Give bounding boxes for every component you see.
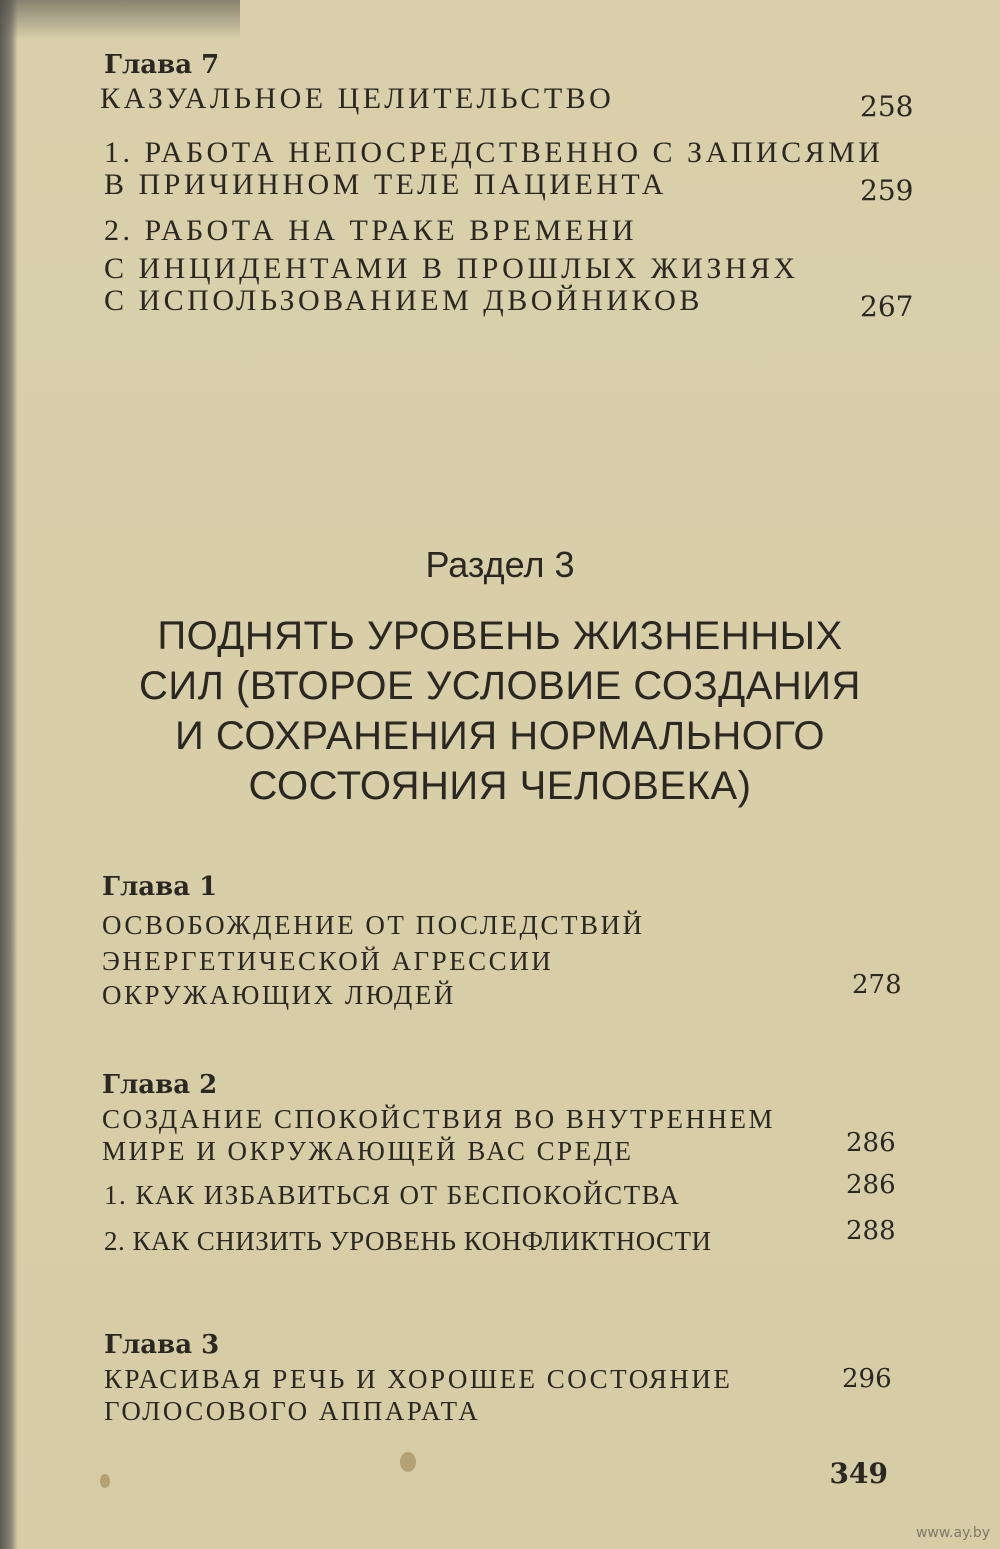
section-title-line-3: И СОХРАНЕНИЯ НОРМАЛЬНОГО [175,714,825,758]
chapter-1-line-3: ОКРУЖАЮЩИХ ЛЮДЕЙ [102,980,456,1010]
section-number: Раздел 3 [425,544,575,585]
chapter-2-line-2: МИРЕ И ОКРУЖАЮЩЕЙ ВАС СРЕДЕ [102,1136,634,1166]
section-title-line-2: СИЛ (ВТОРОЕ УСЛОВИЕ СОЗДАНИЯ [139,664,861,708]
chapter-2-line-1: СОЗДАНИЕ СПОКОЙСТВИЯ ВО ВНУТРЕННЕМ [102,1104,776,1134]
chapter-1-label: Глава 1 [102,872,218,902]
chapter-7-title: КАЗУАЛЬНОЕ ЦЕЛИТЕЛЬСТВО [100,82,615,115]
chapter-2-page: 286 [846,1128,896,1158]
chapter-3-line-2: ГОЛОСОВОГО АППАРАТА [104,1396,481,1426]
section-title-line-1: ПОДНЯТЬ УРОВЕНЬ ЖИЗНЕННЫХ [157,614,843,658]
chapter-1-page: 278 [852,970,902,1000]
chapter-1-line-1: ОСВОБОЖДЕНИЕ ОТ ПОСЛЕДСТВИЙ [102,910,645,940]
chapter-7-item-2-line-1: 2. РАБОТА НА ТРАКЕ ВРЕМЕНИ [104,214,638,247]
chapter-7-item-1-line-2: В ПРИЧИННОМ ТЕЛЕ ПАЦИЕНТА [104,168,667,201]
page-number: 349 [829,1457,888,1490]
chapter-7-label: Глава 7 [104,50,220,80]
chapter-2-item-1-page: 286 [846,1170,896,1200]
chapter-2-item-2: 2. КАК СНИЗИТЬ УРОВЕНЬ КОНФЛИКТНОСТИ [104,1226,712,1256]
chapter-3-label: Глава 3 [104,1330,220,1360]
chapter-7-item-2-line-3: С ИСПОЛЬЗОВАНИЕМ ДВОЙНИКОВ [104,284,703,317]
chapter-7-item-1-page: 259 [860,174,914,207]
chapter-7-item-1-line-1: 1. РАБОТА НЕПОСРЕДСТВЕННО С ЗАПИСЯМИ [104,136,884,169]
watermark: www.ay.by [915,1525,990,1541]
page-edge-shadow [0,0,240,40]
chapter-7-title-page: 258 [860,90,914,123]
chapter-2-label: Глава 2 [102,1070,218,1100]
section-title-line-4: СОСТОЯНИЯ ЧЕЛОВЕКА) [248,764,752,808]
chapter-3-page: 296 [842,1364,892,1394]
chapter-3-line-1: КРАСИВАЯ РЕЧЬ И ХОРОШЕЕ СОСТОЯНИЕ [104,1364,733,1394]
chapter-1-line-2: ЭНЕРГЕТИЧЕСКОЙ АГРЕССИИ [102,946,554,976]
chapter-2-item-2-page: 288 [846,1216,896,1246]
chapter-7-item-2-line-2: С ИНЦИДЕНТАМИ В ПРОШЛЫХ ЖИЗНЯХ [104,252,799,285]
chapter-2-item-1: 1. КАК ИЗБАВИТЬСЯ ОТ БЕСПОКОЙСТВА [104,1180,681,1210]
paper-stain [100,1474,110,1488]
paper-stain [400,1452,416,1472]
chapter-7-item-2-page: 267 [860,290,914,323]
